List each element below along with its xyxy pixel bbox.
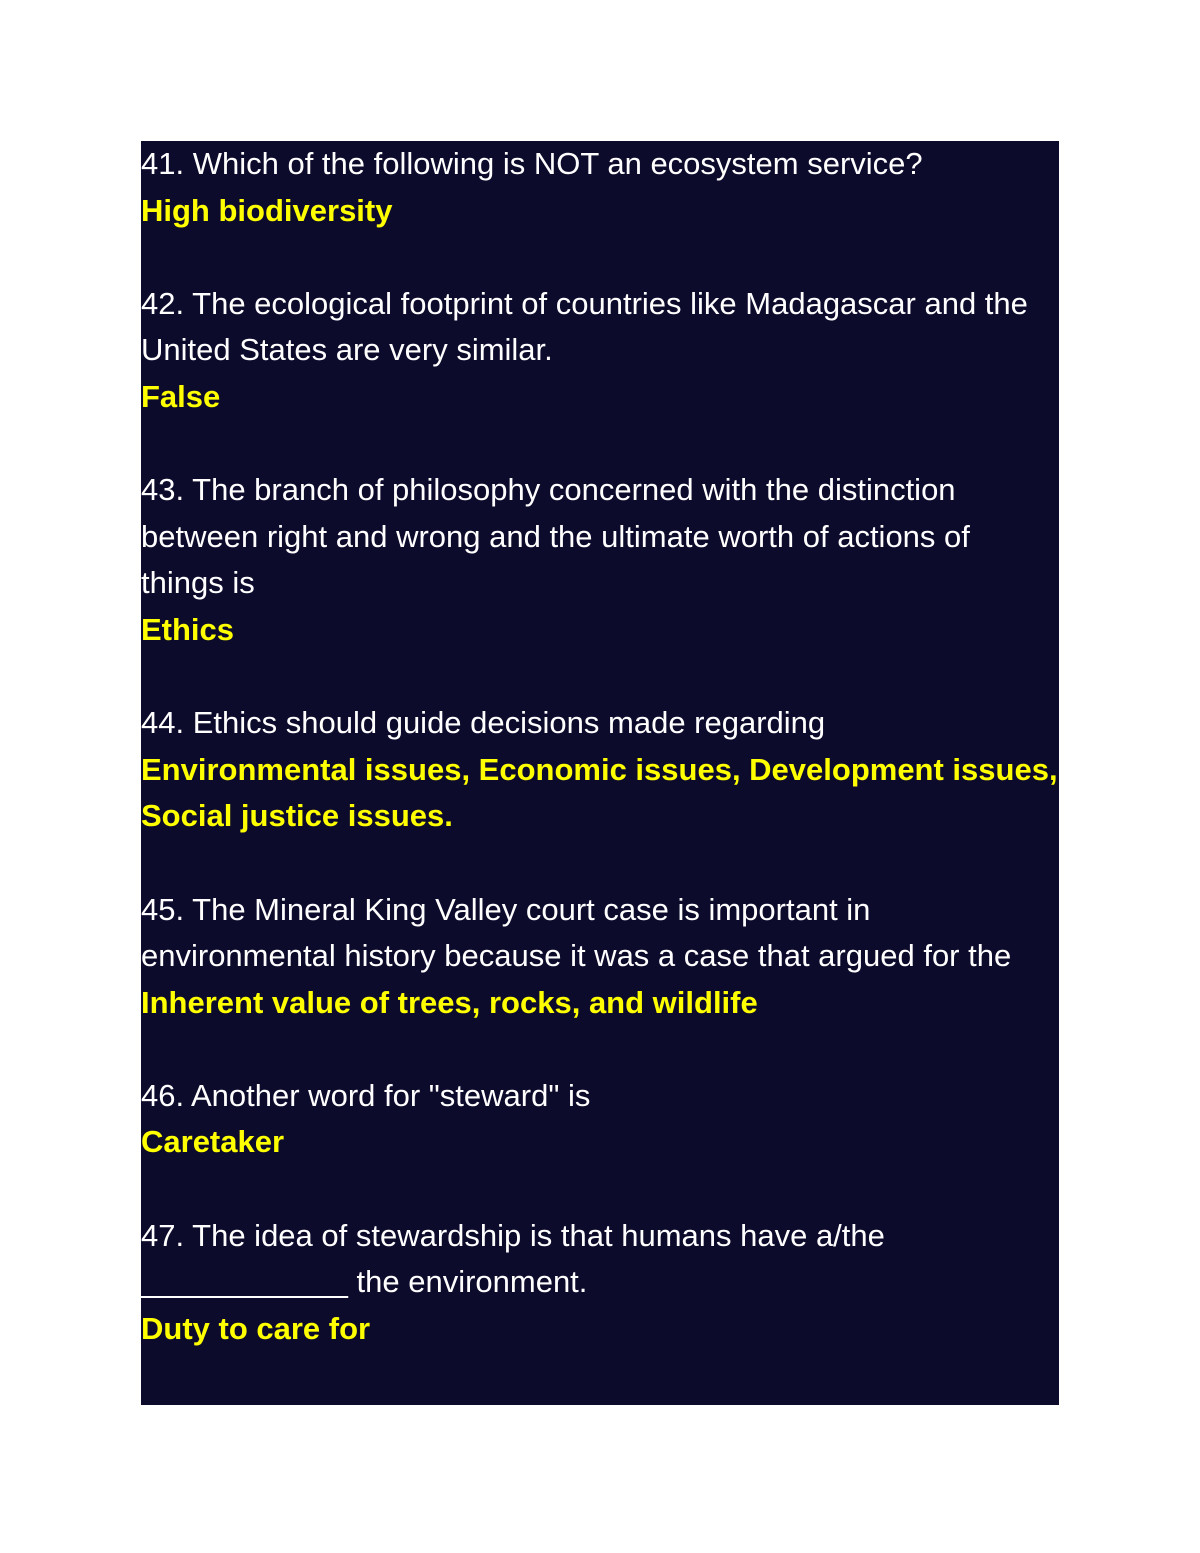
spacer	[141, 421, 1059, 468]
qa-item-44	[141, 700, 1059, 840]
answer-42: False	[141, 378, 221, 414]
answer-47: Duty to care for	[141, 1310, 371, 1346]
qa-item-46	[141, 1073, 1059, 1166]
question-45: 45. The Mineral King Valley court case is important in environmental history because it was a case that argued for the	[141, 891, 1012, 974]
question-46: 46. Another word for "steward" is	[141, 1077, 591, 1113]
qa-item-41	[141, 141, 1059, 234]
spacer	[141, 234, 1059, 281]
answer-43: Ethics	[141, 611, 235, 647]
qa-item-42	[141, 281, 1059, 421]
answer-44: Environmental issues, Economic issues, Development issues, Social justice issues.	[141, 751, 1058, 834]
question-44: 44. Ethics should guide decisions made regarding	[141, 705, 826, 741]
question-41: 41. Which of the following is NOT an ecosystem service?	[141, 146, 923, 181]
qa-item-47	[141, 1213, 1059, 1353]
question-42: 42. The ecological footprint of countries like Madagascar and the United States are very similar.	[141, 285, 1028, 368]
question-43: 43. The branch of philosophy concerned with the distinction between right and wrong and the ultimate worth of actions of things is	[141, 472, 970, 601]
spacer	[141, 654, 1059, 701]
qa-item-45	[141, 887, 1059, 1027]
answer-41: High biodiversity	[141, 192, 393, 228]
spacer	[141, 1026, 1059, 1073]
answer-45: Inherent value of trees, rocks, and wildlife	[141, 984, 758, 1020]
spacer	[141, 1166, 1059, 1213]
answer-46: Caretaker	[141, 1124, 285, 1160]
qa-item-43	[141, 467, 1059, 653]
spacer	[141, 840, 1059, 887]
quiz-panel	[141, 141, 1059, 1405]
question-47: 47. The idea of stewardship is that humans have a/the ____________ the environment.	[141, 1217, 885, 1300]
